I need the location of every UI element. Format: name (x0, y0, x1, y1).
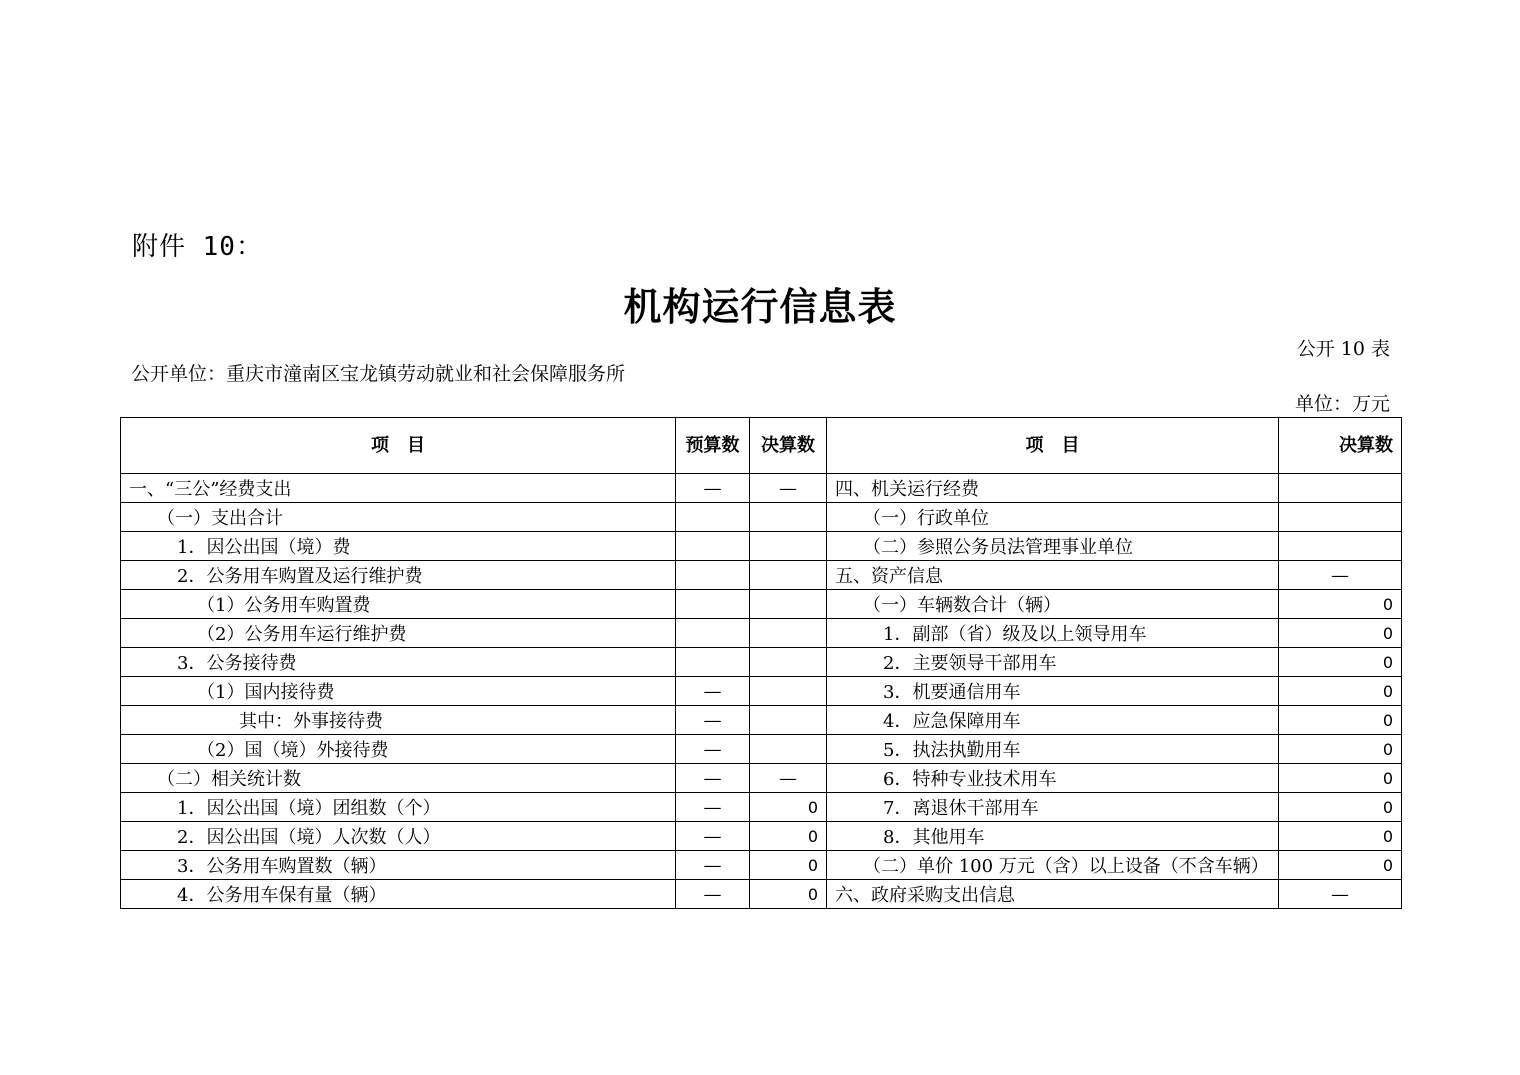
left-item-cell: 其中：外事接待费 (121, 706, 676, 735)
header-final-right: 决算数 (1279, 418, 1402, 474)
left-item-cell: 2．因公出国（境）人次数（人） (121, 822, 676, 851)
right-item-cell: 4．应急保障用车 (827, 706, 1279, 735)
form-number: 公开 10 表 (1296, 338, 1390, 360)
right-item-cell: 五、资产信息 (827, 561, 1279, 590)
left-item-cell: （2）国（境）外接待费 (121, 735, 676, 764)
page-title: 机构运行信息表 (623, 285, 897, 329)
table-row (121, 532, 1402, 561)
table-row (121, 822, 1402, 851)
right-item-cell: 2．主要领导干部用车 (827, 648, 1279, 677)
budget-cell (676, 590, 750, 619)
final-cell (750, 648, 827, 677)
budget-cell: — (676, 822, 750, 851)
table-header-row (121, 418, 1402, 474)
budget-cell: — (676, 764, 750, 793)
final-cell (750, 590, 827, 619)
header-item-left: 项 目 (121, 418, 676, 474)
table-row (121, 764, 1402, 793)
right-final-cell: 0 (1279, 619, 1402, 648)
final-cell: 0 (750, 793, 827, 822)
budget-cell (676, 532, 750, 561)
right-final-cell: 0 (1279, 735, 1402, 764)
budget-cell (676, 561, 750, 590)
left-item-cell: （一）支出合计 (121, 503, 676, 532)
table-row (121, 793, 1402, 822)
final-cell (750, 706, 827, 735)
money-unit: 单位：万元 (1294, 393, 1390, 415)
table-row (121, 648, 1402, 677)
right-final-cell: 0 (1279, 822, 1402, 851)
left-item-cell: 2．公务用车购置及运行维护费 (121, 561, 676, 590)
header-item-right: 项 目 (827, 418, 1279, 474)
right-item-cell: （二）参照公务员法管理事业单位 (827, 532, 1279, 561)
left-item-cell: （2）公务用车运行维护费 (121, 619, 676, 648)
budget-cell: — (676, 880, 750, 909)
right-final-cell: 0 (1279, 851, 1402, 880)
right-final-cell (1279, 532, 1402, 561)
budget-cell: — (676, 677, 750, 706)
final-cell: — (750, 474, 827, 503)
right-final-cell: — (1279, 561, 1402, 590)
right-item-cell: （一）车辆数合计（辆） (827, 590, 1279, 619)
left-item-cell: 3．公务接待费 (121, 648, 676, 677)
right-final-cell: 0 (1279, 793, 1402, 822)
table-row (121, 735, 1402, 764)
right-final-cell: 0 (1279, 764, 1402, 793)
left-item-cell: （1）国内接待费 (121, 677, 676, 706)
right-item-cell: 六、政府采购支出信息 (827, 880, 1279, 909)
final-cell: 0 (750, 822, 827, 851)
right-item-cell: 5．执法执勤用车 (827, 735, 1279, 764)
right-final-cell (1279, 474, 1402, 503)
table-row (121, 619, 1402, 648)
attachment-label: 附件 10： (132, 232, 263, 262)
publishing-unit: 公开单位：重庆市潼南区宝龙镇劳动就业和社会保障服务所 (131, 363, 626, 385)
right-final-cell (1279, 503, 1402, 532)
left-item-cell: 一、“三公”经费支出 (121, 474, 676, 503)
budget-cell (676, 619, 750, 648)
budget-cell: — (676, 735, 750, 764)
right-final-cell: 0 (1279, 706, 1402, 735)
final-cell: — (750, 764, 827, 793)
budget-cell: — (676, 474, 750, 503)
budget-cell: — (676, 793, 750, 822)
institution-operation-table (120, 417, 1402, 909)
table-row (121, 677, 1402, 706)
right-item-cell: 3．机要通信用车 (827, 677, 1279, 706)
final-cell (750, 619, 827, 648)
right-final-cell: 0 (1279, 677, 1402, 706)
left-item-cell: 3．公务用车购置数（辆） (121, 851, 676, 880)
left-item-cell: （1）公务用车购置费 (121, 590, 676, 619)
budget-cell (676, 648, 750, 677)
budget-cell: — (676, 851, 750, 880)
table-row (121, 590, 1402, 619)
final-cell (750, 503, 827, 532)
right-item-cell: 6．特种专业技术用车 (827, 764, 1279, 793)
final-cell (750, 677, 827, 706)
final-cell (750, 735, 827, 764)
header-budget: 预算数 (676, 418, 750, 474)
right-final-cell: — (1279, 880, 1402, 909)
table-row (121, 561, 1402, 590)
left-item-cell: （二）相关统计数 (121, 764, 676, 793)
table-row (121, 474, 1402, 503)
table-row (121, 706, 1402, 735)
final-cell: 0 (750, 851, 827, 880)
left-item-cell: 1．因公出国（境）费 (121, 532, 676, 561)
right-item-cell: （二）单价 100 万元（含）以上设备（不含车辆） (827, 851, 1279, 880)
table-row (121, 503, 1402, 532)
left-item-cell: 1．因公出国（境）团组数（个） (121, 793, 676, 822)
right-item-cell: （一）行政单位 (827, 503, 1279, 532)
table-row (121, 851, 1402, 880)
right-item-cell: 1．副部（省）级及以上领导用车 (827, 619, 1279, 648)
budget-cell: — (676, 706, 750, 735)
right-item-cell: 四、机关运行经费 (827, 474, 1279, 503)
final-cell: 0 (750, 880, 827, 909)
right-final-cell: 0 (1279, 648, 1402, 677)
left-item-cell: 4．公务用车保有量（辆） (121, 880, 676, 909)
table-row (121, 880, 1402, 909)
right-item-cell: 8．其他用车 (827, 822, 1279, 851)
final-cell (750, 561, 827, 590)
right-final-cell: 0 (1279, 590, 1402, 619)
budget-cell (676, 503, 750, 532)
right-item-cell: 7．离退休干部用车 (827, 793, 1279, 822)
header-final-left: 决算数 (750, 418, 827, 474)
final-cell (750, 532, 827, 561)
